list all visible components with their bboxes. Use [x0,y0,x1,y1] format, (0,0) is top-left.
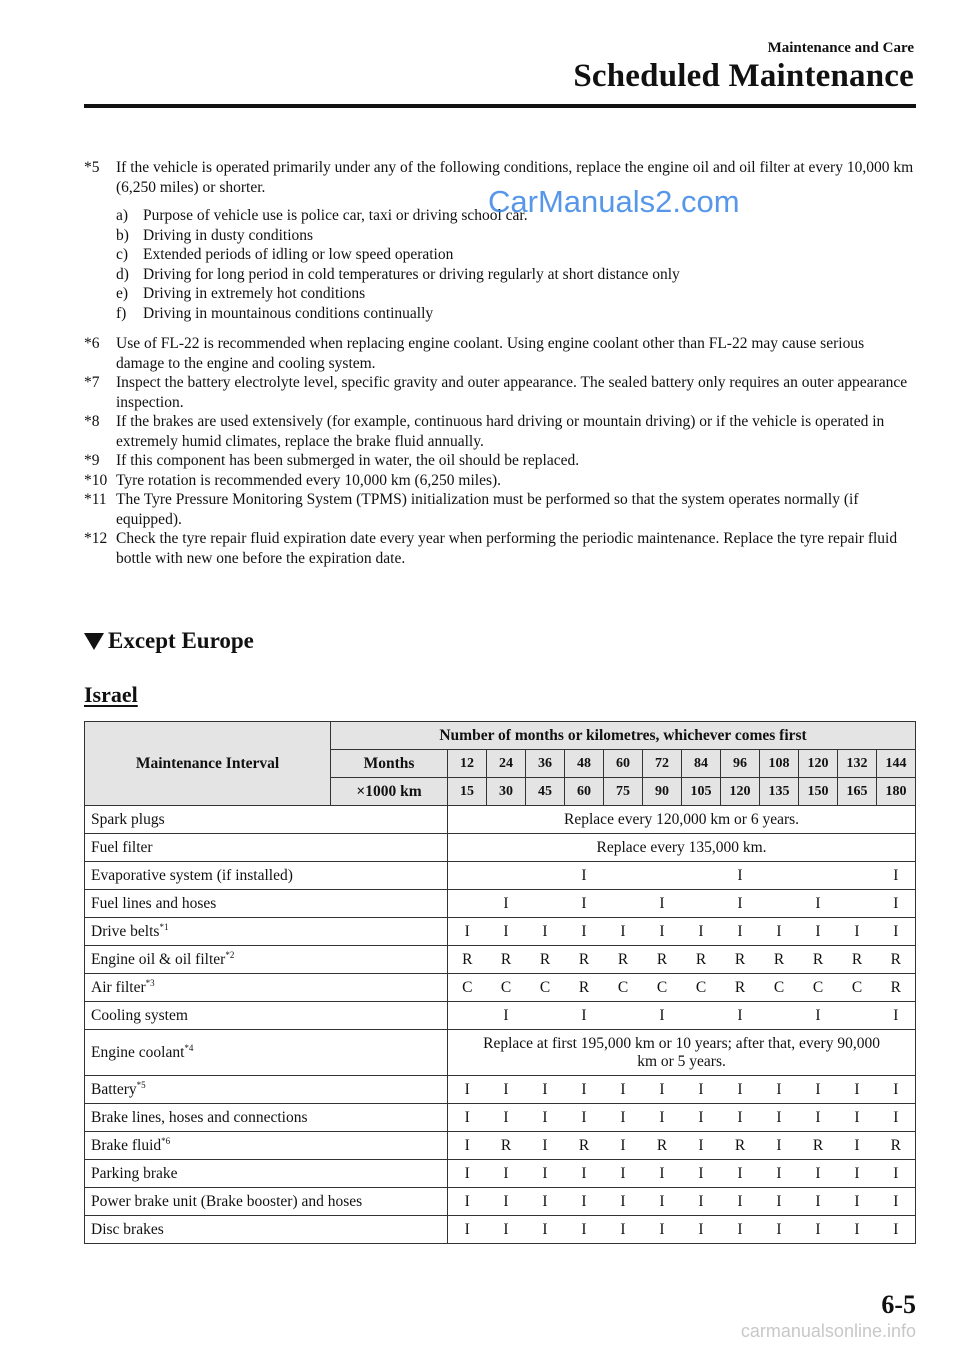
maintenance-item [85,862,448,890]
maintenance-item [85,890,448,918]
schedule-cell: I [877,862,916,890]
schedule-cell: I [526,1076,565,1104]
condition-list [84,206,916,323]
schedule-text: Replace every 120,000 km or 6 years. [448,806,916,834]
table-row [85,946,916,974]
schedule-cell: R [565,974,604,1002]
footnote [84,490,916,529]
section-label: Maintenance and Care [767,40,914,56]
header-row [85,722,916,750]
schedule-cell [838,862,877,890]
triangle-down-icon [84,633,104,650]
condition-text: Driving in dusty conditions [143,226,314,244]
schedule-cell: C [838,974,877,1002]
footnote [84,451,916,471]
footnote-text: Check the tyre repair fluid expiration date every year when performing the periodic maintenance. Replace the tyre repair fluid bottle with new one before the expiration date. [116,530,898,567]
schedule-cell: I [682,1216,721,1244]
item-name: Parking brake [91,1164,178,1182]
schedule-cell [760,1002,799,1030]
maintenance-item [85,1076,448,1104]
schedule-cell: I [682,1104,721,1132]
schedule-cell: I [526,1104,565,1132]
footnote-text: Inspect the battery electrolyte level, specific gravity and outer appearance. The sealed battery only requires an outer appearance inspection. [116,374,908,411]
schedule-cell: I [487,1002,526,1030]
schedule-cell: I [643,1188,682,1216]
km-value: 90 [643,778,682,806]
schedule-cell: R [721,1132,760,1160]
table-row [85,834,916,862]
maintenance-item [85,946,448,974]
km-value: 60 [565,778,604,806]
schedule-cell: I [721,862,760,890]
maintenance-item [85,974,448,1002]
condition-item [116,226,916,246]
footnote [84,334,916,373]
schedule-cell: I [760,1188,799,1216]
interval-header: Maintenance Interval [85,722,331,806]
schedule-cell: I [487,1188,526,1216]
footnote-number: *11 [84,491,107,508]
item-name: Drive belts [91,922,160,940]
footnote [84,373,916,412]
schedule-cell: I [721,1216,760,1244]
maintenance-item [85,1104,448,1132]
km-value: 45 [526,778,565,806]
month-value: 72 [643,750,682,778]
schedule-cell: I [799,1188,838,1216]
item-name: Air filter [91,978,146,996]
item-name: Brake fluid [91,1136,162,1154]
schedule-cell [760,890,799,918]
schedule-cell [682,862,721,890]
schedule-cell: I [838,1160,877,1188]
schedule-cell: I [565,1002,604,1030]
schedule-cell: I [799,1002,838,1030]
table-row [85,806,916,834]
schedule-cell: I [721,1188,760,1216]
schedule-cell: I [604,918,643,946]
schedule-cell: I [565,1160,604,1188]
month-value: 84 [682,750,721,778]
schedule-cell: R [877,946,916,974]
table-row [85,1216,916,1244]
schedule-cell: I [721,890,760,918]
schedule-cell: R [565,946,604,974]
schedule-cell: R [448,946,487,974]
schedule-cell: I [526,1216,565,1244]
schedule-cell: I [643,1076,682,1104]
schedule-cell: I [760,1076,799,1104]
maintenance-item [85,1216,448,1244]
footnote [84,412,916,451]
km-value: 15 [448,778,487,806]
section-heading [84,628,254,654]
schedule-cell: I [721,1104,760,1132]
schedule-cell: I [448,1076,487,1104]
interval-caption: Number of months or kilometres, whichever comes first [331,722,916,750]
schedule-cell: R [487,946,526,974]
schedule-cell: I [643,918,682,946]
schedule-cell: C [643,974,682,1002]
schedule-cell: I [721,1002,760,1030]
schedule-cell: I [838,1076,877,1104]
schedule-cell [604,1002,643,1030]
footnote-text: If the vehicle is operated primarily under any of the following conditions, replace the engine oil and oil filter at every 10,000 km (6,250 miles) or shorter. [116,159,914,196]
schedule-cell: I [487,1160,526,1188]
schedule-cell: I [799,1216,838,1244]
condition-item [116,304,916,324]
item-name: Engine oil & oil filter [91,950,226,968]
maintenance-table [84,721,916,1244]
schedule-cell: I [682,918,721,946]
item-name: Cooling system [91,1006,188,1024]
schedule-cell: I [877,918,916,946]
schedule-cell: R [526,946,565,974]
schedule-cell: C [448,974,487,1002]
table-row [85,918,916,946]
maintenance-item [85,1132,448,1160]
table-row [85,974,916,1002]
schedule-cell: R [760,946,799,974]
footnote-number: *5 [84,159,100,176]
schedule-cell: I [877,1188,916,1216]
schedule-cell [604,890,643,918]
schedule-cell: R [721,974,760,1002]
footnote [84,471,916,491]
schedule-cell: R [487,1132,526,1160]
footnote-number: *8 [84,413,100,430]
section-heading-text: Except Europe [108,628,254,653]
schedule-cell: I [877,1160,916,1188]
page-title: Scheduled Maintenance [573,58,914,94]
footnote-ref: *2 [225,949,235,960]
region-heading: Israel [84,682,138,707]
month-value: 24 [487,750,526,778]
item-name: Brake lines, hoses and connections [91,1108,308,1126]
schedule-cell [682,1002,721,1030]
schedule-cell: I [643,1160,682,1188]
km-value: 180 [877,778,916,806]
month-value: 96 [721,750,760,778]
condition-text: Driving in extremely hot conditions [143,285,366,302]
schedule-cell: I [643,890,682,918]
header-rule [84,104,916,108]
schedule-cell [799,862,838,890]
schedule-cell: R [799,946,838,974]
month-value: 120 [799,750,838,778]
schedule-cell: R [877,1132,916,1160]
condition-text: Driving for long period in cold temperatures or driving regularly at short distance only [143,265,680,283]
schedule-cell: I [448,1104,487,1132]
condition-text: Extended periods of idling or low speed operation [143,246,454,263]
km-label: ×1000 km [331,778,448,806]
footnote-ref: *4 [184,1042,194,1053]
item-name: Disc brakes [91,1220,164,1238]
km-value: 120 [721,778,760,806]
schedule-cell [526,1002,565,1030]
schedule-cell: I [643,1002,682,1030]
footnote-number: *10 [84,471,108,489]
maintenance-item [85,1160,448,1188]
months-label: Months [331,750,448,778]
schedule-text: Replace at first 195,000 km or 10 years; after that, every 90,000 km or 5 years. [448,1030,916,1076]
schedule-cell [487,862,526,890]
schedule-cell: I [487,1216,526,1244]
schedule-cell: I [448,1160,487,1188]
schedule-cell: I [721,918,760,946]
schedule-cell [643,862,682,890]
footnote-number: *6 [84,335,100,352]
schedule-cell: I [448,1216,487,1244]
schedule-cell: R [877,974,916,1002]
schedule-cell [448,862,487,890]
schedule-cell: I [604,1216,643,1244]
schedule-cell: I [877,1216,916,1244]
month-value: 36 [526,750,565,778]
item-name: Evaporative system (if installed) [91,866,293,884]
schedule-cell: C [526,974,565,1002]
schedule-cell: C [799,974,838,1002]
footnote-ref: *5 [136,1079,146,1090]
schedule-cell: I [682,1076,721,1104]
schedule-cell [604,862,643,890]
schedule-cell: R [643,946,682,974]
km-value: 75 [604,778,643,806]
schedule-cell: I [565,890,604,918]
footnote-text: Use of FL-22 is recommended when replacing engine coolant. Using engine coolant other than FL-22 may cause serious damage to the engine and cooling system. [116,335,865,372]
schedule-cell: I [721,1076,760,1104]
condition-item [116,265,916,285]
page-number: 6-5 [881,1290,916,1319]
schedule-cell [526,862,565,890]
schedule-cell: I [604,1188,643,1216]
schedule-cell: I [526,1160,565,1188]
schedule-cell: I [604,1104,643,1132]
footnote-ref: *6 [161,1135,171,1146]
schedule-cell: I [487,890,526,918]
schedule-cell [526,890,565,918]
month-value: 144 [877,750,916,778]
month-value: 12 [448,750,487,778]
schedule-cell: I [565,1104,604,1132]
schedule-cell: I [604,1132,643,1160]
item-name: Fuel filter [91,838,153,856]
watermark: CarManuals2.com [488,184,740,219]
month-value: 48 [565,750,604,778]
table-row [85,1104,916,1132]
maintenance-item [85,1188,448,1216]
schedule-cell: I [838,1188,877,1216]
condition-text: Purpose of vehicle use is police car, taxi or driving school car. [143,207,528,224]
footnote-number: *7 [84,374,100,391]
condition-item [116,284,916,304]
schedule-cell: I [565,862,604,890]
month-value: 60 [604,750,643,778]
footnote-text: If the brakes are used extensively (for example, continuous hard driving or mountain driving) or if the vehicle is operated in extremely humid climates, replace the brake fluid annually. [116,413,885,450]
schedule-cell: I [838,1104,877,1132]
schedule-cell [448,1002,487,1030]
table-row [85,1002,916,1030]
schedule-cell: I [448,918,487,946]
footnote-number: *12 [84,530,108,547]
schedule-cell: R [838,946,877,974]
schedule-cell: R [682,946,721,974]
footnote-text: The Tyre Pressure Monitoring System (TPMS) initialization must be performed so that the system operates normally (if equipped). [116,491,859,528]
schedule-cell [838,890,877,918]
condition-letter: c) [116,246,129,263]
schedule-cell: I [760,1132,799,1160]
maintenance-item [85,918,448,946]
footnote-text: Tyre rotation is recommended every 10,000 km (6,250 miles). [116,471,502,489]
maintenance-item [85,806,448,834]
table-row [85,1160,916,1188]
schedule-cell: I [487,1104,526,1132]
schedule-cell: I [448,1132,487,1160]
km-value: 30 [487,778,526,806]
schedule-cell: I [799,1076,838,1104]
schedule-cell: I [565,1188,604,1216]
schedule-cell: I [526,918,565,946]
condition-letter: d) [116,265,129,283]
table-row [85,1188,916,1216]
footnote-ref: *1 [159,921,169,932]
schedule-cell: C [487,974,526,1002]
schedule-cell: R [721,946,760,974]
table-row [85,862,916,890]
maintenance-item [85,1002,448,1030]
schedule-cell: I [760,1160,799,1188]
schedule-cell: I [604,1076,643,1104]
km-value: 105 [682,778,721,806]
schedule-cell [682,890,721,918]
km-value: 150 [799,778,838,806]
schedule-cell: I [565,918,604,946]
maintenance-item [85,834,448,862]
schedule-cell: C [604,974,643,1002]
schedule-cell: I [838,918,877,946]
schedule-cell: I [721,1160,760,1188]
table-row [85,890,916,918]
schedule-cell: I [838,1132,877,1160]
schedule-cell: I [877,1104,916,1132]
table-row [85,1132,916,1160]
schedule-cell: I [877,1076,916,1104]
schedule-cell: I [760,1104,799,1132]
schedule-cell: I [604,1160,643,1188]
schedule-cell: C [760,974,799,1002]
schedule-cell: I [487,918,526,946]
schedule-cell [838,1002,877,1030]
schedule-cell: I [682,1132,721,1160]
schedule-cell: I [565,1216,604,1244]
schedule-cell: I [565,1076,604,1104]
condition-item [116,245,916,265]
footnote-ref: *3 [145,977,155,988]
month-value: 108 [760,750,799,778]
footer-watermark: carmanualsonline.info [740,1321,916,1341]
schedule-cell: I [643,1104,682,1132]
schedule-cell: I [682,1160,721,1188]
item-name: Battery [91,1080,137,1098]
km-value: 135 [760,778,799,806]
footnote [84,529,916,568]
km-value: 165 [838,778,877,806]
footnote-text: If this component has been submerged in water, the oil should be replaced. [116,452,580,469]
schedule-cell [760,862,799,890]
schedule-cell: C [682,974,721,1002]
schedule-cell: I [799,890,838,918]
item-name: Spark plugs [91,810,165,828]
schedule-cell: I [760,1216,799,1244]
condition-text: Driving in mountainous conditions continually [143,304,434,322]
schedule-cell: R [643,1132,682,1160]
schedule-text: Replace every 135,000 km. [448,834,916,862]
schedule-cell: I [526,1188,565,1216]
schedule-cell [448,890,487,918]
table-row [85,1076,916,1104]
schedule-cell: R [604,946,643,974]
schedule-cell: I [799,1104,838,1132]
schedule-cell: I [487,1076,526,1104]
schedule-cell: R [565,1132,604,1160]
schedule-cell: I [799,918,838,946]
condition-letter: b) [116,226,129,244]
footnote-number: *9 [84,452,100,469]
condition-letter: f) [116,304,127,322]
schedule-cell: I [838,1216,877,1244]
item-name: Power brake unit (Brake booster) and hoses [91,1192,363,1210]
month-value: 132 [838,750,877,778]
schedule-cell: I [448,1188,487,1216]
maintenance-item [85,1030,448,1076]
schedule-cell: I [682,1188,721,1216]
item-name: Fuel lines and hoses [91,894,217,912]
schedule-cell: I [643,1216,682,1244]
schedule-cell: I [526,1132,565,1160]
schedule-cell: I [760,918,799,946]
schedule-cell: I [877,1002,916,1030]
schedule-cell: I [877,890,916,918]
schedule-cell: R [799,1132,838,1160]
condition-letter: a) [116,207,129,224]
condition-letter: e) [116,285,129,302]
schedule-cell: I [799,1160,838,1188]
item-name: Engine coolant [91,1043,185,1061]
table-row [85,1030,916,1076]
